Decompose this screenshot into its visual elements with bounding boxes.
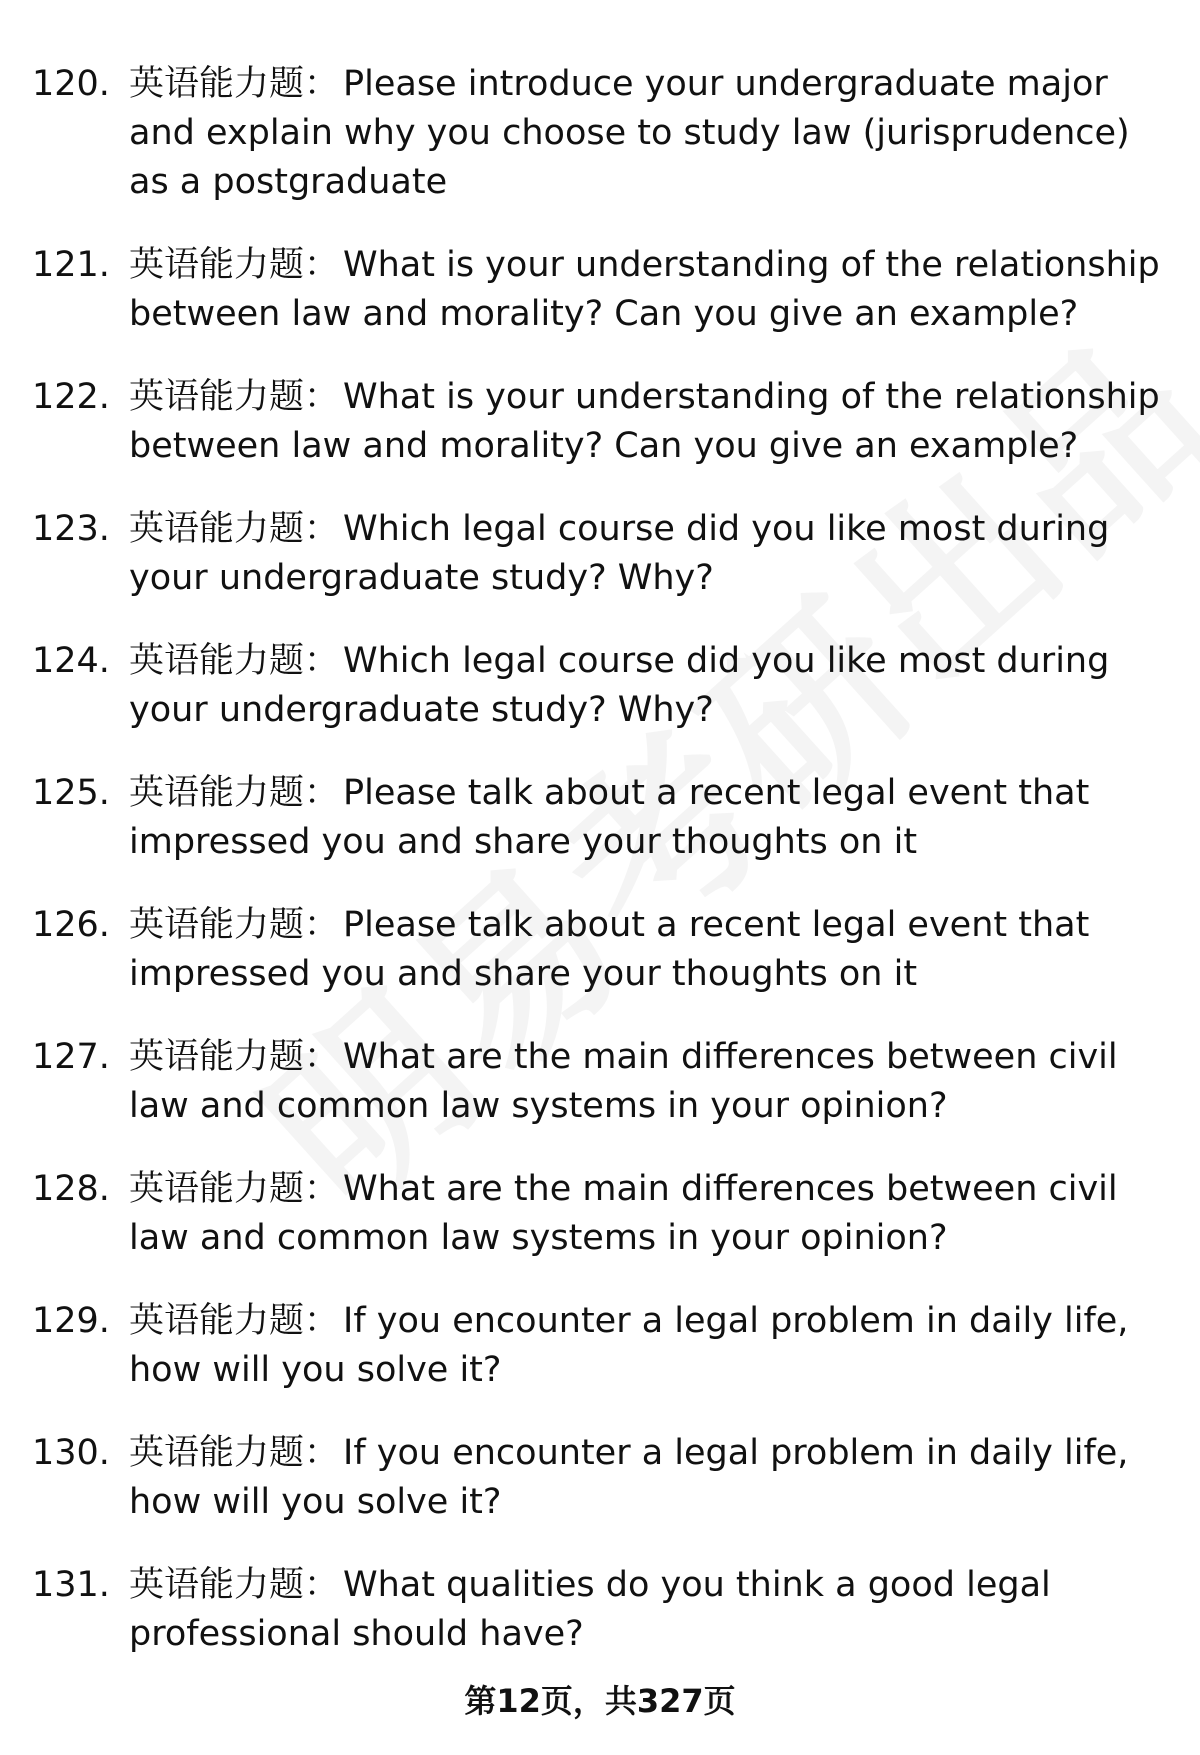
question-category: 英语能力题： xyxy=(129,509,340,549)
question-text: Which legal course did you like most during your undergraduate study? Why? xyxy=(129,509,1110,598)
question-category: 英语能力题： xyxy=(129,1565,340,1605)
question-item xyxy=(0,241,1200,339)
question-text: What are the main differences between civil law and common law systems in your opinion? xyxy=(129,1169,1118,1258)
question-category: 英语能力题： xyxy=(129,773,340,813)
page-indicator: 第12页，共327页 xyxy=(464,1682,736,1720)
question-text: What is your understanding of the relationship between law and morality? Can you give an example? xyxy=(129,377,1160,466)
question-text: If you encounter a legal problem in daily life, how will you solve it? xyxy=(129,1301,1129,1390)
question-item xyxy=(0,1429,1200,1527)
question-number: 125. xyxy=(32,773,110,813)
question-category: 英语能力题： xyxy=(129,1301,340,1341)
question-text: Which legal course did you like most during your undergraduate study? Why? xyxy=(129,641,1110,730)
question-text: Please introduce your undergraduate major and explain why you choose to study law (jurisprudence) as a postgraduate xyxy=(129,64,1130,202)
question-text: If you encounter a legal problem in daily life, how will you solve it? xyxy=(129,1433,1129,1522)
question-number: 128. xyxy=(32,1169,110,1209)
question-item xyxy=(0,901,1200,999)
question-category: 英语能力题： xyxy=(129,245,340,285)
question-category: 英语能力题： xyxy=(129,641,340,681)
question-text: What are the main differences between civil law and common law systems in your opinion? xyxy=(129,1037,1118,1126)
question-category: 英语能力题： xyxy=(129,905,340,945)
question-text: What qualities do you think a good legal professional should have? xyxy=(129,1565,1051,1654)
question-category: 英语能力题： xyxy=(129,1037,340,1077)
question-category: 英语能力题： xyxy=(129,377,340,417)
question-item xyxy=(0,1297,1200,1395)
question-item xyxy=(0,373,1200,471)
question-item xyxy=(0,1033,1200,1131)
question-item xyxy=(0,1165,1200,1263)
question-number: 131. xyxy=(32,1565,110,1605)
question-text: Please talk about a recent legal event that impressed you and share your thoughts on it xyxy=(129,773,1090,862)
question-number: 124. xyxy=(32,641,110,681)
question-number: 122. xyxy=(32,377,110,417)
question-category: 英语能力题： xyxy=(129,1169,340,1209)
question-item xyxy=(0,505,1200,603)
question-category: 英语能力题： xyxy=(129,64,340,104)
question-category: 英语能力题： xyxy=(129,1433,340,1473)
question-text: What is your understanding of the relationship between law and morality? Can you give an example? xyxy=(129,245,1160,334)
question-item xyxy=(0,60,1200,207)
question-item xyxy=(0,637,1200,735)
question-item xyxy=(0,769,1200,867)
question-item xyxy=(0,1561,1200,1659)
question-number: 123. xyxy=(32,509,110,549)
question-text: Please talk about a recent legal event that impressed you and share your thoughts on it xyxy=(129,905,1090,994)
question-number: 130. xyxy=(32,1433,110,1473)
question-number: 129. xyxy=(32,1301,110,1341)
question-number: 121. xyxy=(32,245,110,285)
question-number: 120. xyxy=(32,64,110,104)
question-number: 127. xyxy=(32,1037,110,1077)
question-number: 126. xyxy=(32,905,110,945)
